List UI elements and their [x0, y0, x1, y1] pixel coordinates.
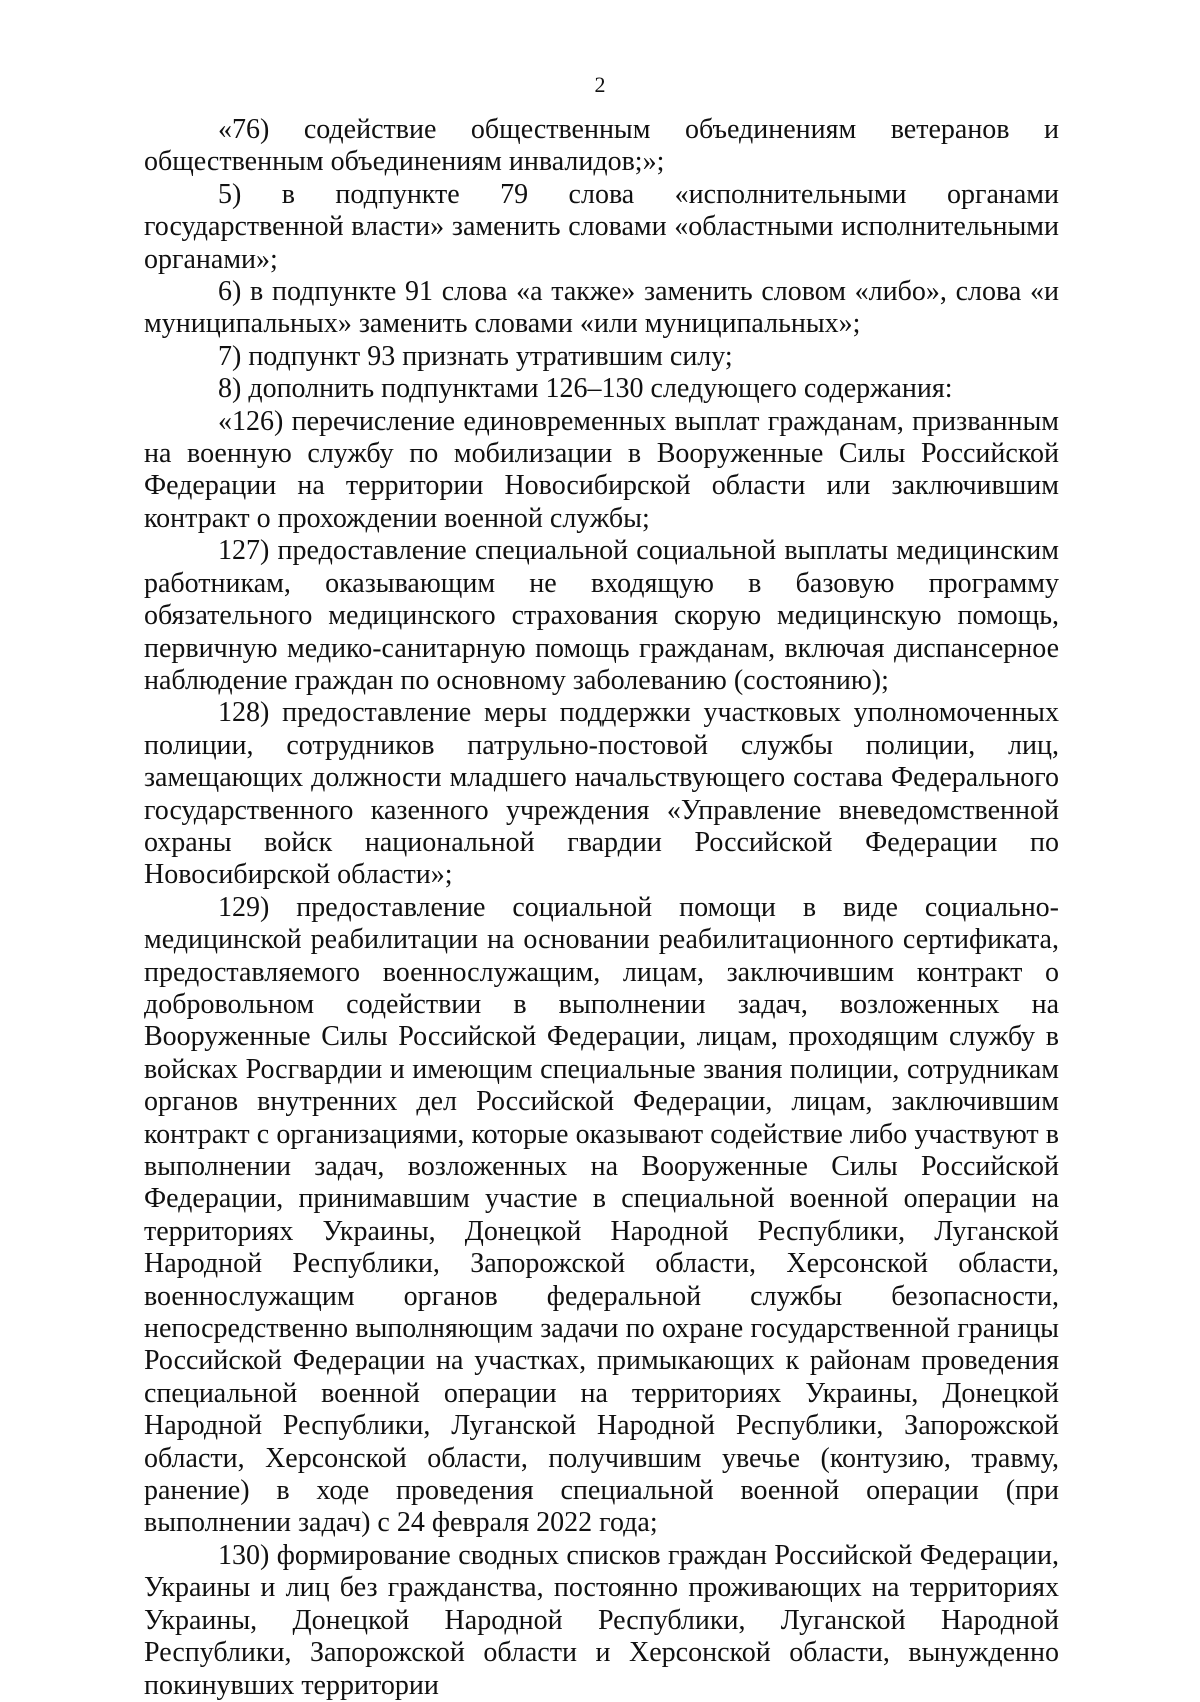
paragraph-127: 127) предоставление специальной социальной выплаты медицинским работникам, оказывающим не входящую в базовую программу обязательного медицинского страхования скорую медицинскую помощь, первичную медико-санитарную помощь гражданам, включая диспансерное наблюдение граждан по основному заболеванию (состоянию);: [144, 535, 1059, 696]
paragraph-item-7: 7) подпункт 93 признать утратившим силу;: [218, 340, 733, 372]
paragraph-129: 129) предоставление социальной помощи в виде социально-медицинской реабилитации на основании реабилитационного сертификата, предоставляемого военнослужащим, лицам, заключившим контракт о добровольном содействии в выполнении задач, возложенных на Вооруженные Силы Российской Федерации, лицам, проходящим службу в войсках Росгвардии и имеющим специальные звания полиции, сотрудникам органов внутренних дел Российской Федерации, лицам, заключившим контракт с организациями, которые оказывают содействие либо участвуют в выполнении задач, возложенных на Вооруженные Силы Российской Федерации, принимавшим участие в специальной военной операции на территориях Украины, Донецкой Народной Республики, Луганской Народной Республики, Запорожской области, Херсонской области, военнослужащим органов федеральной службы безопасности, непосредственно выполняющим задачи по охране государственной границы Российской Федерации на участках, примыкающих к районам проведения специальной военной операции на территориях Украины, Донецкой Народной Республики, Луганской Народной Республики, Запорожской области, Херсонской области, получившим увечье (контузию, травму, ранение) в ходе проведения специальной военной операции (при выполнении задач) с 24 февраля 2022 года;: [144, 891, 1059, 1539]
page-number: 2: [594, 72, 606, 97]
document-body: [144, 114, 1059, 1702]
paragraph-item-6: 6) в подпункте 91 слова «а также» заменить словом «либо», слова «и муниципальных» заменить словами «или муниципальных»;: [144, 276, 1059, 340]
paragraph-item-5: 5) в подпункте 79 слова «исполнительными органами государственной власти» заменить словами «областными исполнительными органами»;: [144, 178, 1059, 275]
paragraph-128: 128) предоставление меры поддержки участковых уполномоченных полиции, сотрудников патрульно-постовой службы полиции, лиц, замещающих должности младшего начальствующего состава Федерального государственного казенного учреждения «Управление вневедомственной охраны войск национальной гвардии Российской Федерации по Новосибирской области»;: [144, 697, 1059, 891]
paragraph-130: 130) формирование сводных списков граждан Российской Федерации, Украины и лиц без гражданства, постоянно проживающих на территориях Украины, Донецкой Народной Республики, Луганской Народной Республики, Запорожской области и Херсонской области, вынужденно покинувших территории: [144, 1539, 1059, 1701]
paragraph-item-8: 8) дополнить подпунктами 126–130 следующего содержания:: [218, 373, 953, 405]
paragraph-126: «126) перечисление единовременных выплат гражданам, призванным на военную службу по мобилизации в Вооруженные Силы Российской Федерации на территории Новосибирской области или заключившим контракт о прохождении военной службы;: [144, 405, 1059, 534]
paragraph-76: «76) содействие общественным объединениям ветеранов и общественным объединениям инвалидов;»;: [144, 114, 1059, 178]
